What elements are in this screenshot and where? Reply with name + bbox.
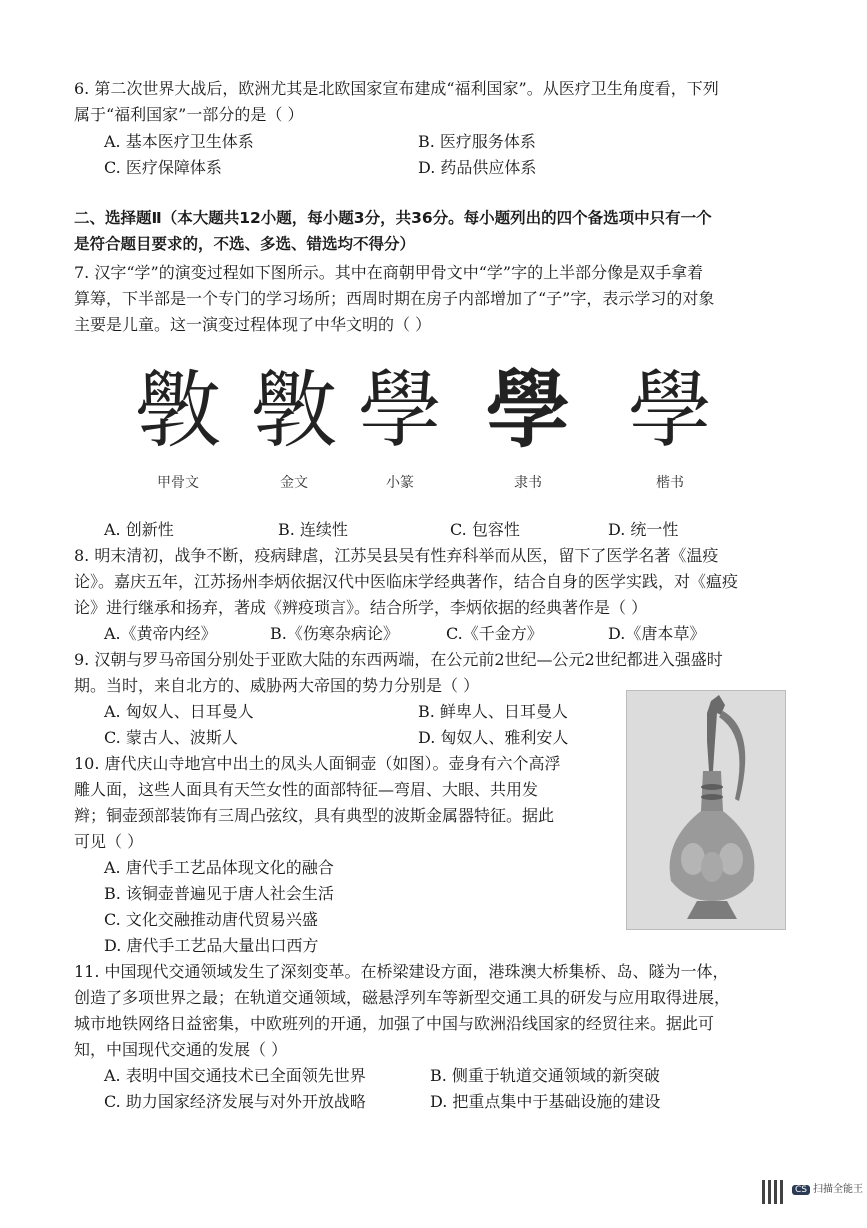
- q11-stem-line2: 创造了多项世界之最；在轨道交通领域，磁悬浮列车等新型交通工具的研发与应用取得进展，: [74, 988, 731, 1007]
- q6-option-c: C. 医疗保障体系: [104, 158, 222, 177]
- q8-option-d: D.《唐本草》: [608, 624, 706, 643]
- q6-option-b: B. 医疗服务体系: [418, 132, 536, 151]
- q8-option-a: A.《黄帝内经》: [104, 624, 217, 643]
- q10-option-d: D. 唐代手工艺品大量出口西方: [104, 936, 319, 955]
- q8-option-b: B.《伤寒杂病论》: [270, 624, 399, 643]
- q11-option-b: B. 侧重于轨道交通领域的新突破: [430, 1066, 660, 1085]
- q10-stem-line3: 辫；铜壶颈部装饰有三周凸弦纹，具有典型的波斯金属器特征。据此: [74, 806, 555, 825]
- q10-option-a: A. 唐代手工艺品体现文化的融合: [104, 858, 334, 877]
- q8-stem-line2: 论》。嘉庆五年，江苏扬州李炳依据汉代中医临床学经典著作，结合自身的医学实践，对《瘟疫: [74, 572, 739, 591]
- q8-option-c: C.《千金方》: [446, 624, 543, 643]
- q11-stem-line4: 知，中国现代交通的发展（ ）: [74, 1040, 288, 1059]
- q6-stem-line1: 6. 第二次世界大战后，欧洲尤其是北欧国家宣布建成“福利国家”。从医疗卫生角度看，下列: [74, 79, 719, 98]
- scanner-name: 扫描全能王: [813, 1184, 863, 1195]
- xue-label-seal: 小篆: [386, 475, 414, 491]
- q10-stem-line1: 10. 唐代庆山寺地宫中出土的凤头人面铜壶（如图）。壶身有六个高浮: [74, 754, 561, 773]
- q11-option-c: C. 助力国家经济发展与对外开放战略: [104, 1092, 366, 1111]
- scanner-watermark: [792, 1180, 863, 1195]
- q10-stem-line4: 可见（ ）: [74, 832, 144, 851]
- scanner-badge: CS: [792, 1185, 810, 1195]
- section-2-heading-line2: 是符合题目要求的，不选、多选、错选均不得分）: [74, 235, 416, 253]
- q7-option-a: A. 创新性: [104, 520, 174, 539]
- q6-stem-line2: 属于“福利国家”一部分的是（ ）: [74, 105, 304, 124]
- q10-stem-line2: 雕人面，这些人面具有天竺女性的面部特征—弯眉、大眼、共用发: [74, 780, 539, 799]
- xue-glyph-bronze: 斆: [251, 361, 336, 459]
- q9-stem-line2: 期。当时，来自北方的、威胁两大帝国的势力分别是（ ）: [74, 676, 480, 695]
- xue-label-oracle: 甲骨文: [157, 475, 199, 491]
- q7-option-d: D. 统一性: [608, 520, 679, 539]
- q9-stem-line1: 9. 汉朝与罗马帝国分别处于亚欧大陆的东西两端，在公元前2世纪—公元2世纪都进入强盛时: [74, 650, 723, 669]
- q9-option-d: D. 匈奴人、雅利安人: [418, 728, 569, 747]
- xue-glyph-regular: 學: [627, 361, 712, 459]
- qr-code-icon: [762, 1180, 786, 1204]
- q11-option-d: D. 把重点集中于基础设施的建设: [430, 1092, 661, 1111]
- q9-option-b: B. 鲜卑人、日耳曼人: [418, 702, 568, 721]
- xue-label-clerical: 隶书: [514, 475, 542, 491]
- xue-label-regular: 楷书: [656, 475, 684, 491]
- q11-stem-line3: 城市地铁网络日益密集，中欧班列的开通，加强了中国与欧洲沿线国家的经贸往来。据此可: [74, 1014, 715, 1033]
- q10-option-b: B. 该铜壶普遍见于唐人社会生活: [104, 884, 334, 903]
- q9-option-a: A. 匈奴人、日耳曼人: [104, 702, 254, 721]
- q11-stem-line1: 11. 中国现代交通领域发生了深刻变革。在桥梁建设方面，港珠澳大桥集桥、岛、隧为一体，: [74, 962, 729, 981]
- xue-glyph-oracle: 斆: [135, 361, 220, 459]
- q8-stem-line3: 论》进行继承和扬弃，著成《辨疫琐言》。结合所学，李炳依据的经典著作是（ ）: [74, 598, 648, 617]
- section-2-heading-line1: 二、选择题Ⅱ（本大题共12小题，每小题3分，共36分。每小题列出的四个备选项中只有一个: [74, 209, 712, 227]
- q6-option-d: D. 药品供应体系: [418, 158, 537, 177]
- xue-glyph-clerical: 學: [485, 360, 570, 459]
- q10-option-c: C. 文化交融推动唐代贸易兴盛: [104, 910, 318, 929]
- q7-stem-line3: 主要是儿童。这一演变过程体现了中华文明的（ ）: [74, 315, 432, 334]
- xue-glyph-seal: 學: [357, 361, 442, 459]
- xue-label-bronze: 金文: [280, 475, 308, 491]
- q7-option-c: C. 包容性: [450, 520, 520, 539]
- q9-option-c: C. 蒙古人、波斯人: [104, 728, 238, 747]
- bronze-vase-photo: [626, 690, 786, 930]
- q7-option-b: B. 连续性: [278, 520, 348, 539]
- q7-stem-line1: 7. 汉字“学”的演变过程如下图所示。其中在商朝甲骨文中“学”字的上半部分像是双手拿着: [74, 263, 704, 282]
- q8-stem-line1: 8. 明末清初，战争不断，疫病肆虐，江苏吴县吴有性弃科举而从医，留下了医学名著《温疫: [74, 546, 719, 565]
- q11-option-a: A. 表明中国交通技术已全面领先世界: [104, 1066, 366, 1085]
- q7-stem-line2: 算筹，下半部是一个专门的学习场所；西周时期在房子内部增加了“子”字，表示学习的对象: [74, 289, 715, 308]
- q6-option-a: A. 基本医疗卫生体系: [104, 132, 254, 151]
- bronze-vase-illustration: [627, 691, 785, 929]
